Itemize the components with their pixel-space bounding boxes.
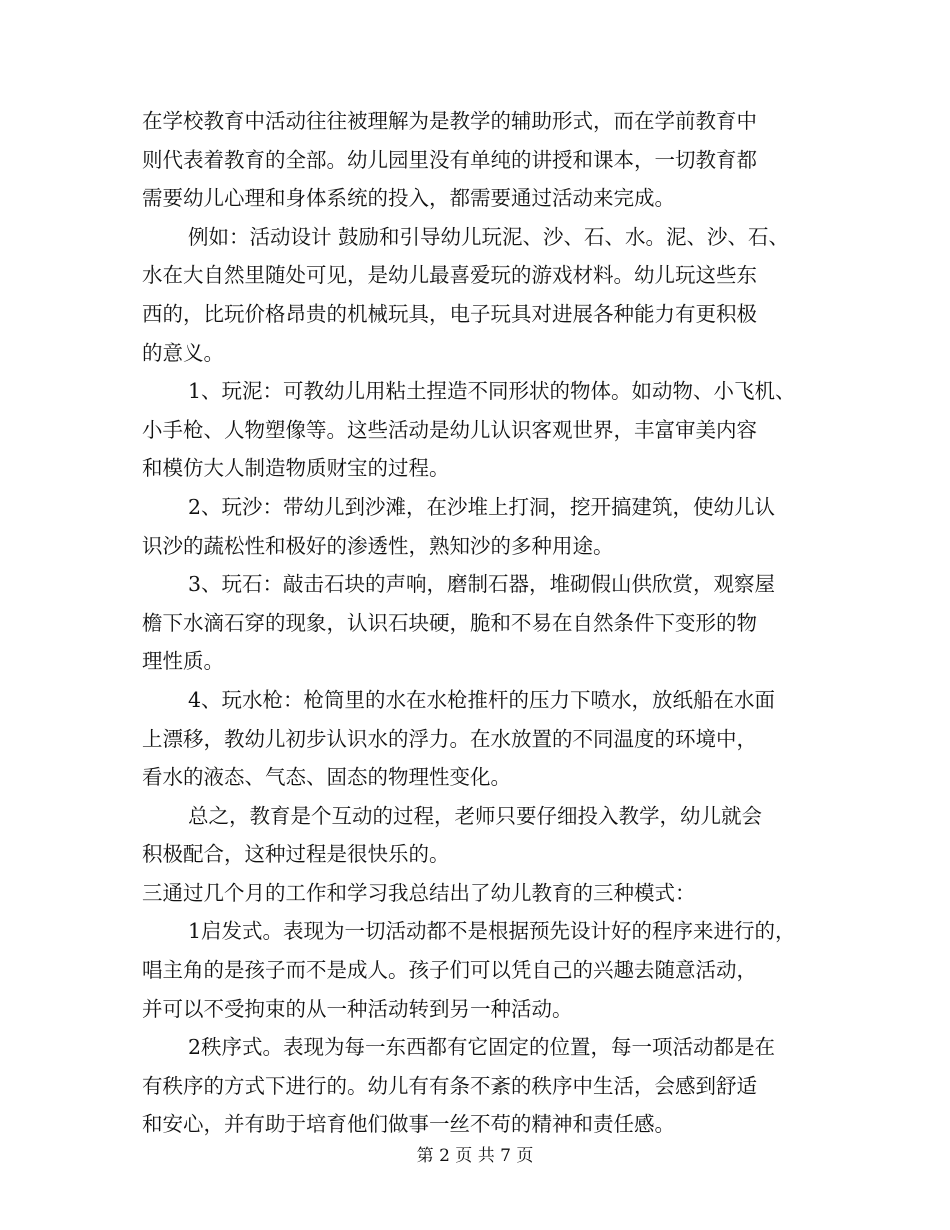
text-line: 在学校教育中活动往往被理解为是教学的辅助形式，而在学前教育中: [142, 109, 757, 133]
text-line: 有秩序的方式下进行的。幼儿有有条不紊的秩序中生活，会感到舒适: [142, 1073, 757, 1098]
text-line: 西的，比玩价格昂贵的机械玩具，电子玩具对进展各种能力有更积极: [142, 301, 757, 326]
text-line: 看水的液态、气态、固态的物理性变化。: [142, 765, 511, 790]
paragraph-start-line: 4、玩水枪：枪筒里的水在水枪推杆的压力下喷水，放纸船在水面: [188, 687, 776, 712]
text-line: 和模仿大人制造物质财宝的过程。: [142, 456, 450, 481]
paragraph-start-line: 2、玩沙：带幼儿到沙滩，在沙堆上打洞，挖开搞建筑，使幼儿认: [188, 494, 776, 519]
paragraph-start-line: 3、玩石：敲击石块的声响，磨制石器，堆砌假山供欣赏，观察屋: [188, 572, 776, 597]
text-line: 需要幼儿心理和身体系统的投入，都需要通过活动来完成。: [142, 186, 675, 211]
paragraph-start-line: 1启发式。表现为一切活动都不是根据预先设计好的程序来进行的，: [188, 919, 796, 944]
text-line: 三通过几个月的工作和学习我总结出了幼儿教育的三种模式：: [142, 880, 696, 905]
paragraph-start-line: 例如：活动设计 鼓励和引导幼儿玩泥、沙、石、水。泥、沙、石、: [188, 224, 790, 249]
text-line: 理性质。: [142, 649, 224, 674]
page-number-footer: 第 2 页 共 7 页: [416, 1146, 534, 1166]
text-line: 檐下水滴石穿的现象，认识石块硬，脆和不易在自然条件下变形的物: [142, 610, 757, 635]
paragraph-start-line: 2秩序式。表现为每一东西都有它固定的位置，每一项活动都是在: [188, 1035, 776, 1060]
text-line: 识沙的蔬松性和极好的渗透性，熟知沙的多种用途。: [142, 533, 614, 558]
text-line: 唱主角的是孩子而不是成人。孩子们可以凭自己的兴趣去随意活动，: [142, 958, 757, 983]
text-line: 和安心，并有助于培育他们做事一丝不苟的精神和责任感。: [142, 1112, 675, 1137]
text-line: 则代表着教育的全部。幼儿园里没有单纯的讲授和课本，一切教育都: [142, 147, 757, 172]
text-line: 水在大自然里随处可见，是幼儿最喜爱玩的游戏材料。幼儿玩这些东: [142, 263, 757, 288]
text-line: 的意义。: [142, 340, 224, 365]
text-line: 并可以不受拘束的从一种活动转到另一种活动。: [142, 996, 573, 1021]
body-text: [142, 106, 822, 1148]
text-line: 小手枪、人物塑像等。这些活动是幼儿认识客观世界，丰富审美内容: [142, 417, 757, 442]
paragraph-start-line: 总之，教育是个互动的过程，老师只要仔细投入教学，幼儿就会: [188, 803, 762, 828]
paragraph-start-line: 1、玩泥：可教幼儿用粘土捏造不同形状的物体。如动物、小飞机、: [188, 379, 796, 404]
text-line: 积极配合，这种过程是很快乐的。: [142, 842, 450, 867]
text-line: 上漂移，教幼儿初步认识水的浮力。在水放置的不同温度的环境中，: [142, 726, 757, 751]
